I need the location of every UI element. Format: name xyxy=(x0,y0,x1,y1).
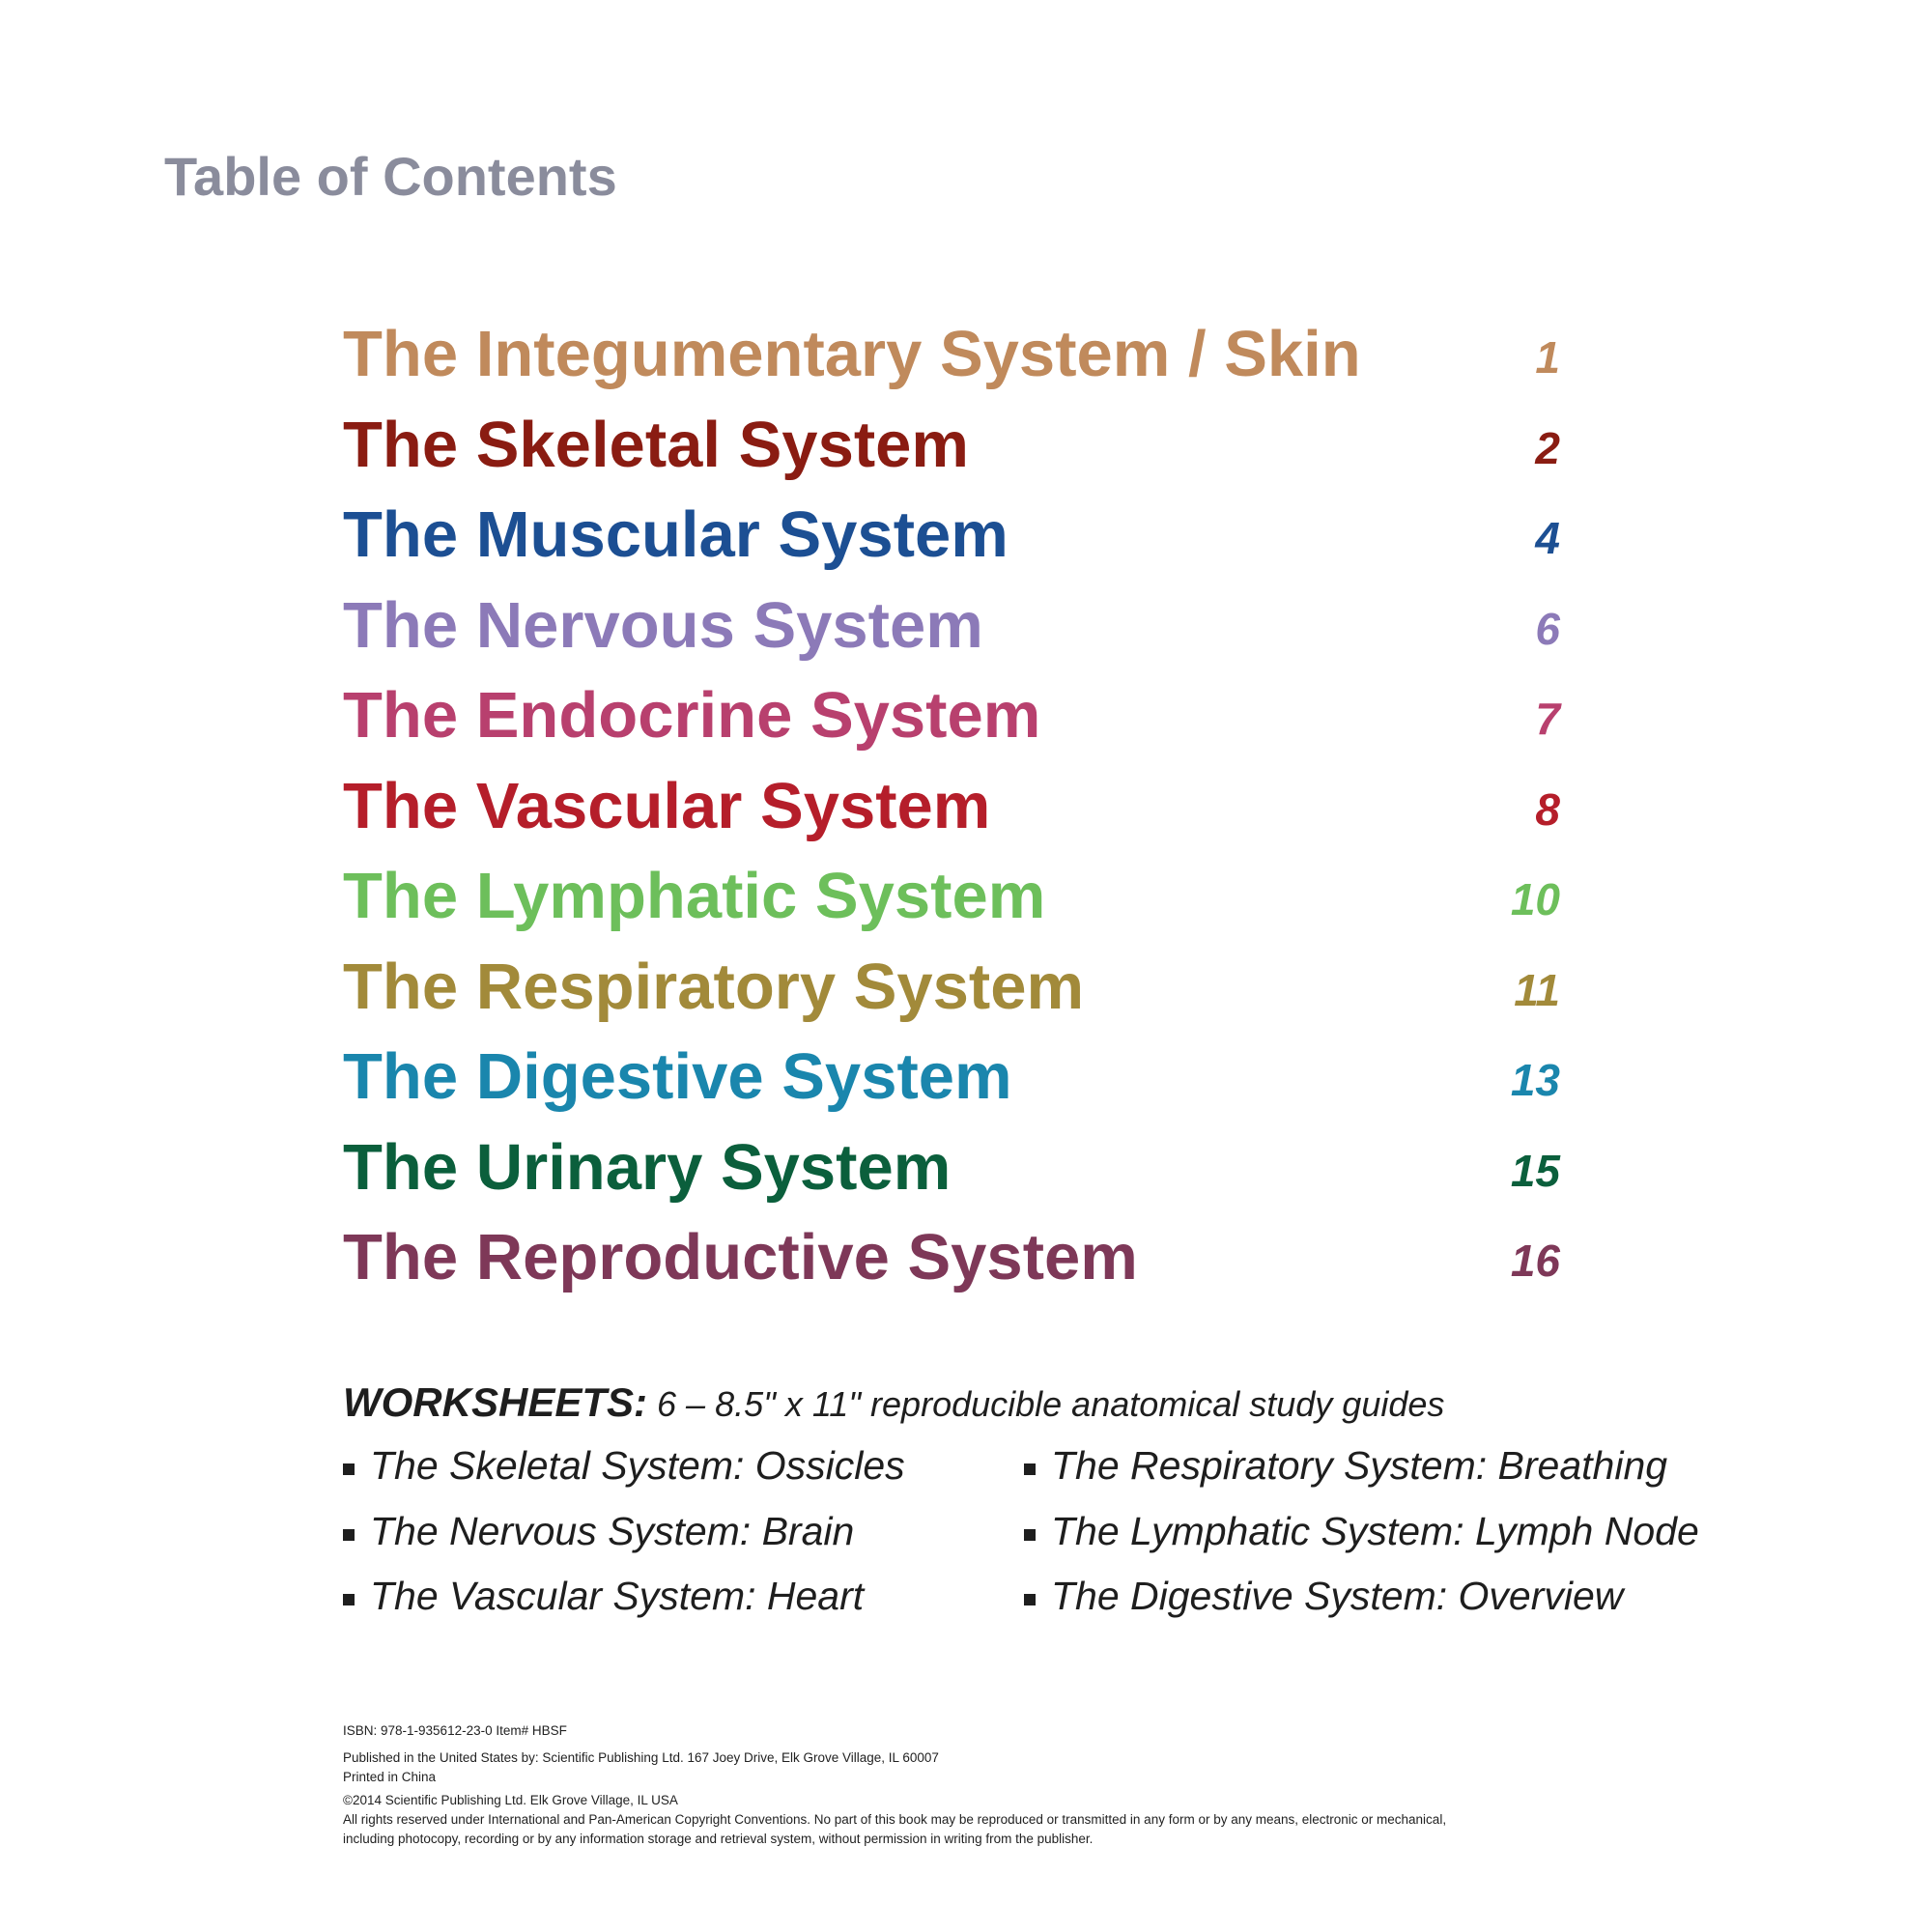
toc-entry-page: 16 xyxy=(1510,1236,1560,1286)
toc-entry[interactable] xyxy=(343,1124,1560,1215)
worksheet-item-label: The Lymphatic System: Lymph Node xyxy=(1051,1508,1699,1553)
toc-entry-title: The Vascular System xyxy=(343,769,991,842)
toc-entry-title: The Reproductive System xyxy=(343,1221,1138,1293)
toc-entry[interactable] xyxy=(343,853,1560,944)
printed-text: Printed in China xyxy=(343,1770,437,1784)
toc-entry[interactable] xyxy=(343,582,1560,673)
square-bullet-icon xyxy=(343,1594,355,1605)
toc-entry-title: The Digestive System xyxy=(343,1040,1012,1113)
toc-entry-page: 15 xyxy=(1510,1145,1560,1196)
worksheet-item xyxy=(343,1574,1019,1639)
toc-entry-page: 6 xyxy=(1535,603,1560,654)
toc-entry-title: The Respiratory System xyxy=(343,950,1085,1023)
toc-entry-page: 7 xyxy=(1535,694,1560,744)
toc-entry-title: The Muscular System xyxy=(343,498,1009,571)
toc-entry-title: The Urinary System xyxy=(343,1130,952,1204)
toc-entry-page: 2 xyxy=(1535,422,1560,473)
worksheets-list-right xyxy=(1024,1443,1700,1639)
worksheet-item xyxy=(343,1443,1019,1509)
worksheet-item-label: The Digestive System: Overview xyxy=(1051,1574,1624,1618)
toc-entry-title: The Lymphatic System xyxy=(343,860,1046,932)
toc-list xyxy=(343,311,1560,1305)
worksheet-item-label: The Respiratory System: Breathing xyxy=(1051,1443,1668,1488)
toc-entry-page: 8 xyxy=(1535,783,1560,835)
page-title: Table of Contents xyxy=(164,146,617,207)
worksheet-item-label: The Skeletal System: Ossicles xyxy=(370,1443,905,1488)
square-bullet-icon xyxy=(1024,1463,1036,1475)
toc-entry[interactable] xyxy=(343,1214,1560,1305)
publisher-text: Published in the United States by: Scientific Publishing Ltd. 167 Joey Drive, Elk Grove Village, IL 60007 xyxy=(343,1750,939,1765)
copyright-text: ©2014 Scientific Publishing Ltd. Elk Grove Village, IL USA xyxy=(343,1793,678,1807)
rights-text: All rights reserved under International and Pan-American Copyright Conventions. No part of this book may be reproduced or transmitted in any form or by any means, electronic or mechanical, including photocopy, recording or by any information storage and retrieval system, without permission in writing from the publisher. xyxy=(343,1812,1447,1846)
toc-entry-title: The Endocrine System xyxy=(343,679,1041,752)
publication-footer xyxy=(343,1721,1463,1849)
toc-entry-title: The Nervous System xyxy=(343,588,983,662)
toc-entry-page: 13 xyxy=(1510,1055,1560,1105)
worksheets-description: 6 – 8.5" x 11" reproducible anatomical study guides xyxy=(657,1384,1445,1424)
worksheets-heading xyxy=(343,1379,1444,1426)
toc-entry-page: 10 xyxy=(1510,874,1560,924)
toc-entry-page: 11 xyxy=(1514,964,1560,1015)
square-bullet-icon xyxy=(343,1463,355,1475)
worksheet-item-label: The Vascular System: Heart xyxy=(370,1574,865,1618)
worksheet-item xyxy=(1024,1574,1700,1639)
toc-entry[interactable] xyxy=(343,492,1560,582)
toc-entry-title: The Skeletal System xyxy=(343,408,969,481)
isbn-text: ISBN: 978-1-935612-23-0 Item# HBSF xyxy=(343,1723,567,1738)
toc-entry-title: The Integumentary System / Skin xyxy=(343,318,1361,390)
toc-entry[interactable] xyxy=(343,1034,1560,1124)
worksheet-item xyxy=(343,1509,1019,1575)
square-bullet-icon xyxy=(1024,1594,1036,1605)
square-bullet-icon xyxy=(343,1529,355,1541)
toc-entry[interactable] xyxy=(343,944,1560,1035)
toc-entry[interactable] xyxy=(343,763,1560,854)
worksheet-item-label: The Nervous System: Brain xyxy=(370,1508,855,1553)
toc-entry[interactable] xyxy=(343,402,1560,493)
worksheet-item xyxy=(1024,1509,1700,1575)
worksheet-item xyxy=(1024,1443,1700,1509)
toc-entry-page: 1 xyxy=(1535,332,1560,383)
worksheets-label: WORKSHEETS: xyxy=(343,1379,647,1425)
toc-entry[interactable] xyxy=(343,311,1560,402)
toc-entry[interactable] xyxy=(343,672,1560,763)
toc-entry-page: 4 xyxy=(1535,513,1560,563)
worksheets-list-left xyxy=(343,1443,1019,1639)
square-bullet-icon xyxy=(1024,1529,1036,1541)
